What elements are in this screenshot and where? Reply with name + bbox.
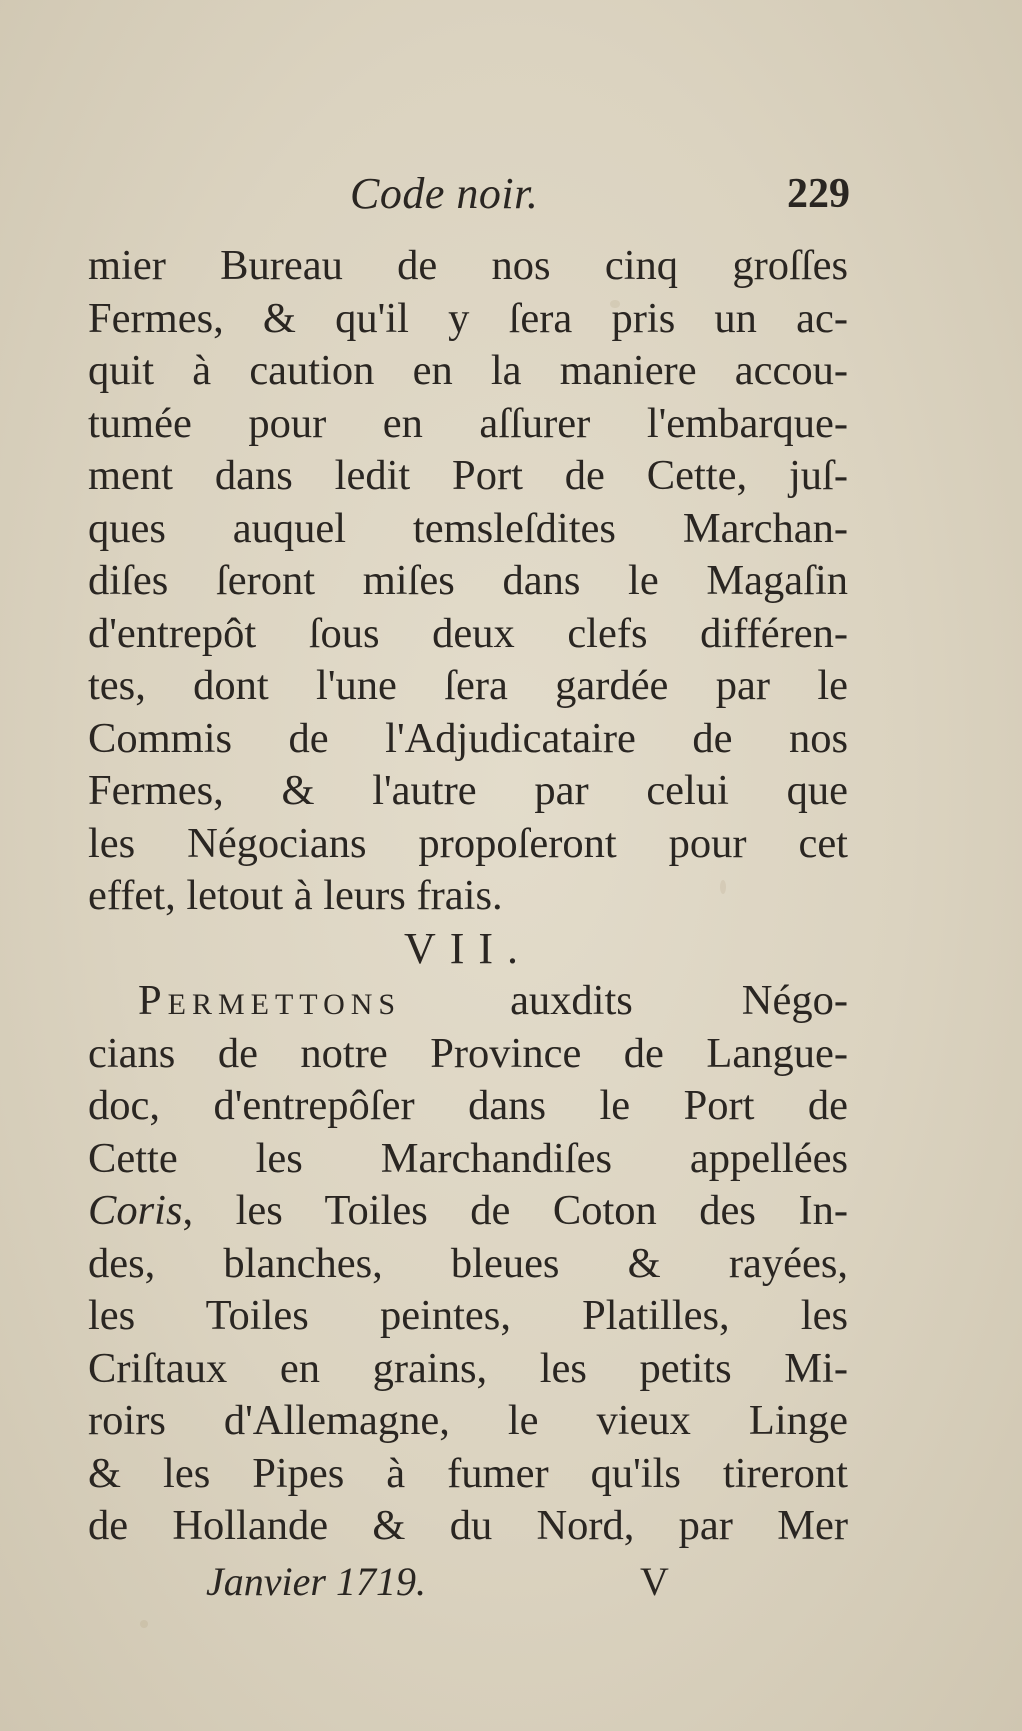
text-line: les Négocians propoſeront pour cet	[88, 819, 848, 867]
text-segment: , les Toiles de Coton des In-	[182, 1187, 848, 1234]
text-line: & les Pipes à fumer qu'ils tireront	[88, 1449, 848, 1497]
text-line: ment dans ledit Port de Cette, juſ-	[88, 452, 848, 499]
text-line: quit à caution en la maniere accou-	[88, 347, 848, 394]
article-lead-word: Permettons	[138, 977, 402, 1024]
page-header	[90, 168, 850, 228]
text-line: tumée pour en aſſurer l'embarque-	[88, 399, 848, 447]
text-line: Fermes, & qu'il y ſera pris un ac-	[88, 294, 848, 342]
text-line: d'entrepôt ſous deux clefs différen-	[88, 609, 848, 657]
text-line: mier Bureau de nos cinq groſſes	[88, 242, 848, 289]
date-signature: Janvier 1719.	[206, 1559, 426, 1604]
text-line: ques auquel temsleſdites Marchan-	[88, 504, 848, 552]
text-line: diſes ſeront miſes dans le Magaſin	[88, 557, 848, 604]
text-line: les Toiles peintes, Platilles, les	[88, 1292, 848, 1339]
paper-spot	[140, 1620, 148, 1628]
text-segment: auxdits Négo-	[401, 977, 848, 1024]
text-line: tes, dont l'une ſera gardée par le	[88, 662, 848, 709]
text-line: Commis de l'Adjudicataire de nos	[88, 714, 848, 762]
page-number: 229	[787, 171, 850, 217]
italic-term: Coris	[88, 1187, 183, 1234]
text-line: doc, d'entrepôſer dans le Port de	[88, 1082, 848, 1129]
text-line: effet, letout à leurs frais.	[88, 872, 503, 919]
page-footer	[90, 1558, 850, 1618]
text-line: roirs d'Allemagne, le vieux Linge	[88, 1397, 848, 1444]
text-line: Cette les Marchandiſes appellées	[88, 1134, 848, 1182]
text-line: de Hollande & du Nord, par Mer	[88, 1502, 848, 1549]
text-line: des, blanches, bleues & rayées,	[88, 1239, 848, 1287]
text-line	[88, 1185, 848, 1238]
article-heading: VII.	[403, 923, 533, 973]
text-line: cians de notre Province de Langue-	[88, 1029, 848, 1077]
body-text	[88, 240, 848, 1553]
text-line: Criſtaux en grains, les petits Mi-	[88, 1344, 848, 1392]
catchword: V	[640, 1559, 669, 1604]
text-line: Fermes, & l'autre par celui que	[88, 767, 848, 814]
running-title: Code noir.	[350, 169, 539, 218]
text-line	[88, 975, 848, 1028]
